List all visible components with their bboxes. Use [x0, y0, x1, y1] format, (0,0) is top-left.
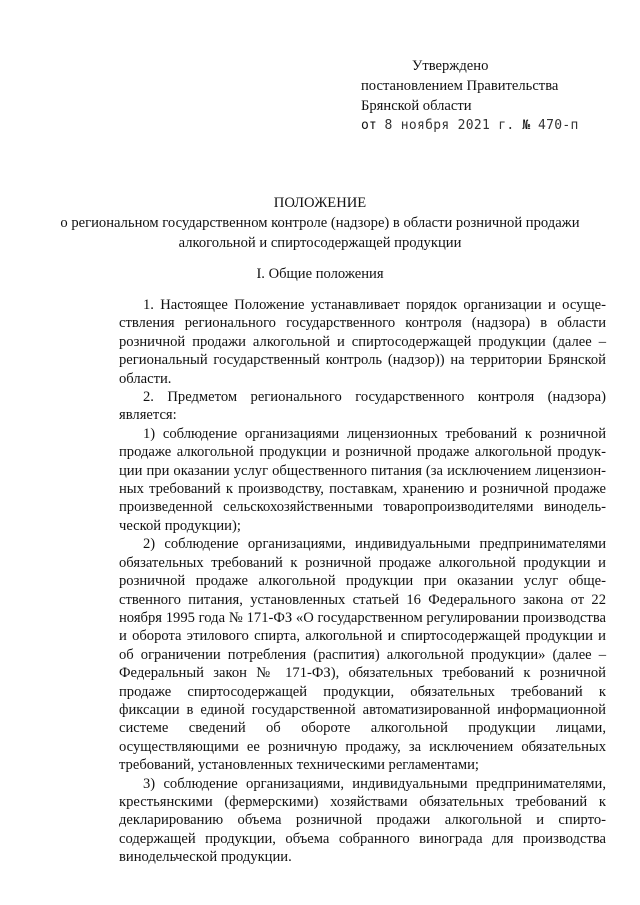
document-title [0, 193, 640, 253]
approval-number: 470-п [538, 118, 579, 133]
title-heading: ПОЛОЖЕНИЕ [273, 195, 367, 211]
paragraph-2-item-1: 1) соблюдение организациями лицензионных требований к розничной продаже алкогольной продукции и розничной продаже алкогольной продукции при оказании услуг общественного питания (за исключением лицензионных требований к производству, поставкам, хранению и розничной продаже произведенной сельскохозяйственными товаропроизводителями винодельческой продукции); [119, 425, 606, 534]
paragraph-2: 2. Предметом регионального государственного контроля (надзора) является: [119, 389, 606, 424]
approval-date: 8 ноября 2021 г. [384, 118, 515, 133]
document-body [119, 296, 606, 867]
date-prefix: от [361, 118, 377, 133]
approval-authority: постановлением Правительства [361, 78, 559, 94]
section-heading: I. Общие положения [256, 266, 384, 282]
approval-region: Брянской области [361, 98, 472, 114]
paragraph-2-item-2: 2) соблюдение организациями, индивидуальными предпринимателями обязательных требований к розничной продаже алкогольной продукции и розничной продаже алкогольной продукции при оказании услуг общественного питания, установленных статьей 16 Федерального закона от 22 ноября 1995 года № 171-ФЗ «О государственном регулировании производства и оборота этилового спирта, алкогольной и спиртосодержащей продукции и об ограничении потребления (распития) алкогольной продукции» (далее – Федеральный закон № 171-ФЗ), обязательных требований к розничной продаже спиртосодержащей продукции, обязательных требований к фиксации в единой государственной автоматизированной информационной системе сведений об обороте алкогольной продукции лицами, осуществляющими ее розничную продажу, за исключением обязательных требований, установленных техническими регламентами; [119, 536, 606, 774]
approval-stamp [361, 56, 579, 136]
approval-label: Утверждено [412, 58, 489, 74]
number-prefix: № [522, 118, 531, 133]
paragraph-2-item-3: 3) соблюдение организациями, индивидуальными предпринимателями, крестьянскими (фермерскими) хозяйствами обязательных требований к декларированию объема розничной продажи алкогольной и спиртосодержащей продукции, объема собранного винограда для производства винодельческой продукции. [119, 775, 606, 866]
title-subtitle: о региональном государственном контроле (надзоре) в области розничной продажи алкогольной и спиртосодержащей продукции [60, 215, 580, 251]
paragraph-1: 1. Настоящее Положение устанавливает порядок организации и осуществления регионального государственного контроля (надзора) в области розничной продажи алкогольной и спиртосодержащей продукции (далее – региональный государственный контроль (надзор)) на территории Брянской области. [119, 297, 606, 387]
approval-date-line [361, 116, 579, 136]
